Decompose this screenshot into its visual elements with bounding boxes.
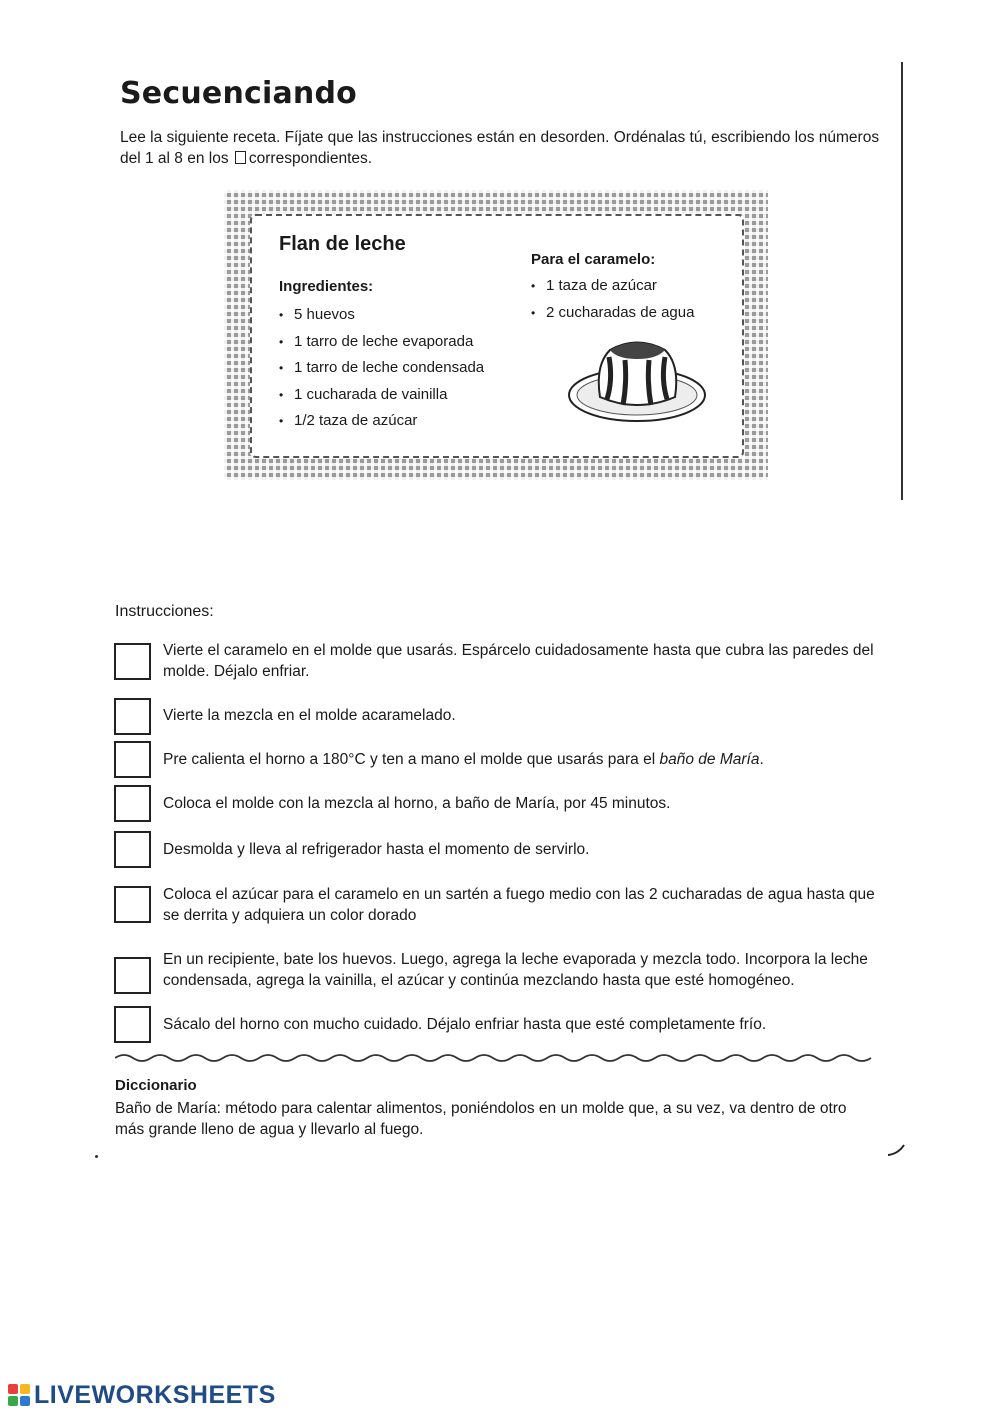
order-input-box[interactable] [114,698,151,735]
step-text: Sácalo del horno con mucho cuidado. Déjalo enfriar hasta que esté completamente frío. [163,1016,767,1033]
step-text: Desmolda y lleva al refrigerador hasta el momento de servirlo. [163,841,590,858]
ingredient-item: • 1 tarro de leche condensada [279,355,484,382]
order-input-box[interactable] [114,643,151,680]
order-input-box[interactable] [114,785,151,822]
step-text [163,749,878,770]
intro-instructions [120,127,880,169]
caramel-heading: Para el caramelo: [531,251,656,268]
dictionary-text: Baño de María: método para calentar alimentos, poniéndolos en un molde que, a su vez, va dentro de otro más grande lleno de agua y llevarlo al fuego. [115,1100,847,1138]
scan-mark [95,1155,98,1158]
order-input-box[interactable] [114,886,151,923]
step-text-italic: baño de María [659,751,760,768]
caramel-item: • 2 cucharadas de agua [531,300,694,327]
ingredient-item: • 5 huevos [279,302,484,329]
ingredients-heading: Ingredientes: [279,278,374,295]
caramel-list [531,273,694,326]
order-input-box[interactable] [114,741,151,778]
ingredient-item: • 1 tarro de leche evaporada [279,329,484,356]
logo-square [8,1396,18,1406]
liveworksheets-logo-icon [8,1384,30,1406]
recipe-title: Flan de leche [279,233,406,255]
step-text: Coloca el azúcar para el caramelo en un sartén a fuego medio con las 2 cucharadas de agua hasta que se derrita y adquiera un color dorado [163,886,875,924]
instructions-heading: Instrucciones: [115,603,214,620]
step-text: Vierte la mezcla en el molde acaramelado. [163,707,456,724]
intro-text: Lee la siguiente receta. Fíjate que las instrucciones están en desorden. Ordénalas tú, escribiendo los números del 1 al 8 en los [120,129,880,167]
liveworksheets-logo[interactable] [8,1381,276,1409]
step-text: En un recipiente, bate los huevos. Luego, agrega la leche evaporada y mezcla todo. Incorpora la leche condensada, agrega la vainilla, el azúcar y continúa mezclando hasta que esté homogéneo. [163,951,868,989]
ingredient-item: • 1 cucharada de vainilla [279,382,484,409]
margin-rule [901,62,903,500]
step-text-end: . [759,751,764,768]
intro-text-end: correspondientes. [248,150,373,167]
ingredient-item: • 1/2 taza de azúcar [279,408,484,435]
scan-mark [886,1142,908,1158]
logo-text: LIVEWORKSHEETS [34,1380,276,1409]
logo-square [20,1384,30,1394]
step-text-part: Pre calienta el horno a 180°C y ten a mano el molde que usarás para el [163,751,660,768]
step-text: Coloca el molde con la mezcla al horno, a baño de María, por 45 minutos. [163,795,671,812]
ingredients-list [279,302,484,435]
order-input-box[interactable] [114,831,151,868]
caramel-item: • 1 taza de azúcar [531,273,694,300]
logo-square [20,1396,30,1406]
order-input-box[interactable] [114,957,151,994]
flan-illustration-icon [565,335,710,430]
logo-square [8,1384,18,1394]
dictionary-heading: Diccionario [115,1077,197,1094]
page-title: Secuenciando [120,76,357,111]
wavy-divider [115,1052,875,1064]
step-text: Vierte el caramelo en el molde que usarás. Espárcelo cuidadosamente hasta que cubra las paredes del molde. Déjalo enfriar. [163,642,874,680]
order-input-box[interactable] [114,1006,151,1043]
checkbox-glyph-icon [235,151,246,164]
